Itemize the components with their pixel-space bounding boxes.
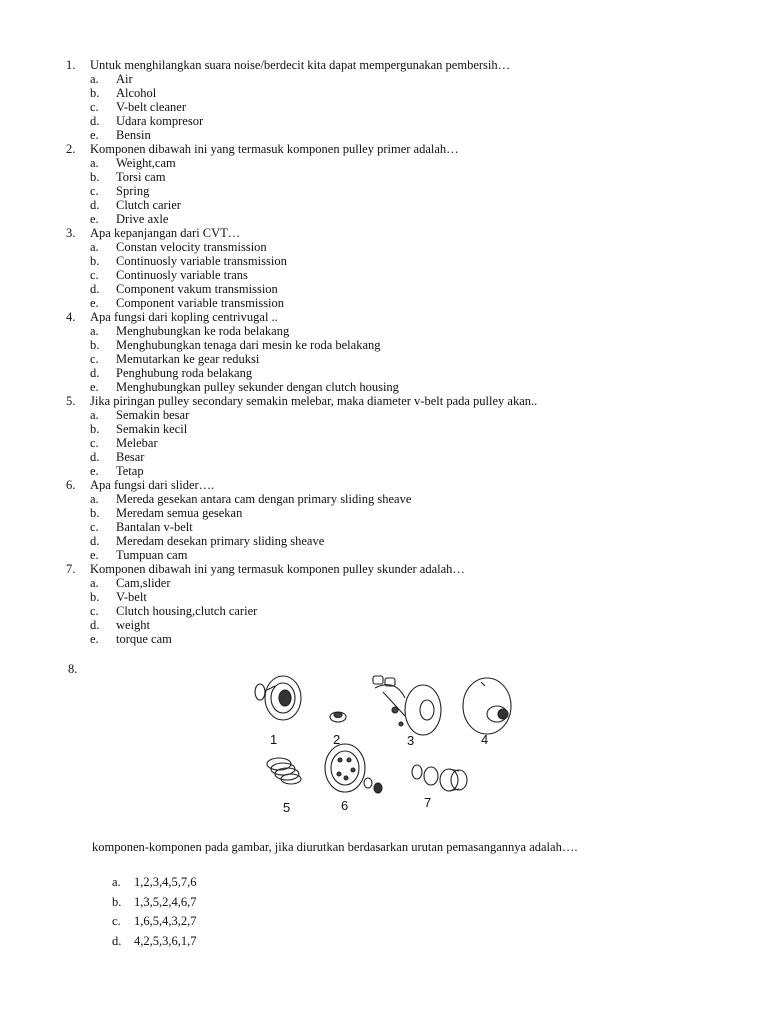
question-stem: [66, 226, 726, 240]
cvt-components-figure: [245, 668, 525, 818]
question-6: [66, 478, 726, 562]
question-8-text: komponen-komponen pada gambar, jika diurutkan berdasarkan urutan pemasangannya adalah….: [92, 840, 578, 854]
option-letter: a.: [90, 324, 99, 338]
option-item[interactable]: [66, 380, 726, 394]
option-text: Component vakum transmission: [116, 282, 278, 296]
question-number: 7.: [66, 562, 76, 576]
option-letter: a.: [90, 240, 99, 254]
option-item[interactable]: [66, 632, 726, 646]
option-letter: d.: [90, 450, 100, 464]
option-letter: e.: [90, 548, 99, 562]
option-item[interactable]: [66, 450, 726, 464]
component-1-drawing: [255, 676, 301, 720]
component-3-drawing: [373, 676, 441, 735]
option-item[interactable]: [66, 618, 726, 632]
option-text: 1,3,5,2,4,6,7: [134, 894, 197, 909]
option-item[interactable]: [66, 408, 726, 422]
option-item[interactable]: [66, 492, 726, 506]
question-1: [66, 58, 726, 142]
option-letter: c.: [90, 520, 99, 534]
option-item[interactable]: [66, 506, 726, 520]
question-8-options: [112, 873, 197, 951]
figure-label-4: 4: [481, 732, 489, 747]
option-text: Penghubung roda belakang: [116, 366, 253, 380]
question-text: Untuk menghilangkan suara noise/berdecit kita dapat mempergunakan pembersih…: [90, 58, 511, 72]
option-text: Air: [116, 72, 133, 86]
option-item[interactable]: [66, 548, 726, 562]
option-item[interactable]: [66, 520, 726, 534]
option-letter: c.: [112, 914, 121, 928]
question-number: 2.: [66, 142, 76, 156]
option-letter: c.: [90, 604, 99, 618]
question-stem: [66, 562, 726, 576]
question-stem: [66, 478, 726, 492]
option-text: Continuosly variable transmission: [116, 254, 287, 268]
option-text: Tumpuan cam: [116, 548, 188, 562]
figure-label-1: 1: [270, 732, 278, 747]
option-item[interactable]: [66, 212, 726, 226]
option-letter: a.: [90, 72, 99, 86]
question-stem: [66, 142, 726, 156]
question-list: [66, 58, 726, 646]
option-letter: d.: [90, 282, 100, 296]
option-text: Torsi cam: [116, 170, 166, 184]
option-letter: c.: [90, 184, 99, 198]
option-item[interactable]: [66, 366, 726, 380]
question-text: Jika piringan pulley secondary semakin melebar, maka diameter v-belt pada pulley akan..: [90, 394, 538, 408]
option-letter: e.: [90, 296, 99, 310]
question-2: [66, 142, 726, 226]
figure-label-7: 7: [424, 795, 432, 810]
option-letter: e.: [90, 128, 99, 142]
figure-label-3: 3: [407, 733, 415, 748]
question-4: [66, 310, 726, 394]
option-item[interactable]: [66, 352, 726, 366]
option-item[interactable]: [66, 282, 726, 296]
question-stem: [66, 394, 726, 408]
option-item[interactable]: [66, 72, 726, 86]
option-item[interactable]: [66, 324, 726, 338]
option-item[interactable]: [66, 100, 726, 114]
option-letter: b.: [90, 338, 100, 352]
option-letter: c.: [90, 100, 99, 114]
question-text: Apa fungsi dari slider….: [90, 478, 215, 492]
option-text: Component variable transmission: [116, 296, 285, 310]
figure-label-6: 6: [341, 798, 349, 813]
option-text: torque cam: [116, 632, 172, 646]
option-letter: b.: [90, 170, 100, 184]
component-4-drawing: [463, 678, 511, 734]
option-item[interactable]: [66, 170, 726, 184]
option-text: Semakin besar: [116, 408, 190, 422]
option-letter: a.: [90, 408, 99, 422]
question-text: Komponen dibawah ini yang termasuk komponen pulley skunder adalah…: [90, 562, 465, 576]
question-5: [66, 394, 726, 478]
option-text: Besar: [116, 450, 145, 464]
option-item[interactable]: [66, 114, 726, 128]
option-letter: d.: [90, 534, 100, 548]
option-item[interactable]: [66, 604, 726, 618]
option-item[interactable]: [66, 590, 726, 604]
option-text: Tetap: [116, 464, 144, 478]
option-item[interactable]: [66, 296, 726, 310]
option-text: Clutch carier: [116, 198, 181, 212]
question-text: Apa fungsi dari kopling centrivugal ..: [90, 310, 278, 324]
component-7-drawing: [412, 765, 467, 791]
option-item[interactable]: [112, 873, 197, 893]
option-item[interactable]: [66, 254, 726, 268]
option-text: Memutarkan ke gear reduksi: [116, 352, 260, 366]
option-text: 4,2,5,3,6,1,7: [134, 933, 197, 948]
option-letter: e.: [90, 380, 99, 394]
option-letter: b.: [90, 86, 100, 100]
option-item[interactable]: [66, 128, 726, 142]
question-8-number: 8.: [68, 662, 78, 676]
option-letter: e.: [90, 464, 99, 478]
option-item[interactable]: [66, 464, 726, 478]
question-text: Apa kepanjangan dari CVT…: [90, 226, 241, 240]
option-letter: e.: [90, 212, 99, 226]
question-number: 6.: [66, 478, 76, 492]
option-item[interactable]: [66, 534, 726, 548]
option-text: Mereda gesekan antara cam dengan primary sliding sheave: [116, 492, 412, 506]
question-stem: [66, 58, 726, 72]
option-letter: c.: [90, 268, 99, 282]
option-text: Menghubungkan pulley sekunder dengan clutch housing: [116, 380, 399, 394]
option-item[interactable]: [66, 338, 726, 352]
option-letter: d.: [90, 114, 100, 128]
question-3: [66, 226, 726, 310]
option-letter: e.: [90, 632, 99, 646]
question-number: 5.: [66, 394, 76, 408]
option-letter: a.: [90, 492, 99, 506]
option-text: Clutch housing,clutch carier: [116, 604, 258, 618]
option-text: Melebar: [116, 436, 158, 450]
option-letter: b.: [112, 894, 122, 909]
question-number: 3.: [66, 226, 76, 240]
option-text: Udara kompresor: [116, 114, 204, 128]
option-letter: d.: [90, 618, 100, 632]
component-5-drawing: [267, 758, 301, 784]
question-text: Komponen dibawah ini yang termasuk komponen pulley primer adalah…: [90, 142, 459, 156]
option-letter: d.: [112, 933, 122, 948]
option-item[interactable]: [66, 422, 726, 436]
option-letter: d.: [90, 198, 100, 212]
option-text: Menghubungkan ke roda belakang: [116, 324, 290, 338]
option-text: Alcohol: [116, 86, 157, 100]
option-item[interactable]: [66, 184, 726, 198]
option-letter: a.: [90, 576, 99, 590]
option-item[interactable]: [112, 932, 197, 952]
option-text: Constan velocity transmission: [116, 240, 267, 254]
figure-label-2: 2: [333, 732, 341, 747]
option-letter: a.: [112, 875, 121, 889]
option-text: V-belt: [116, 590, 147, 604]
question-number: 1.: [66, 58, 76, 72]
option-text: Semakin kecil: [116, 422, 188, 436]
option-text: weight: [116, 618, 151, 632]
option-item[interactable]: [66, 156, 726, 170]
component-2-drawing: [330, 712, 346, 722]
option-text: V-belt cleaner: [116, 100, 186, 114]
option-item[interactable]: [112, 893, 197, 913]
option-text: Bensin: [116, 128, 151, 142]
option-text: Bantalan v-belt: [116, 520, 193, 534]
option-letter: c.: [90, 436, 99, 450]
option-text: Menghubungkan tenaga dari mesin ke roda belakang: [116, 338, 381, 352]
option-text: Meredam semua gesekan: [116, 506, 243, 520]
option-letter: b.: [90, 422, 100, 436]
question-number: 4.: [66, 310, 76, 324]
option-text: Cam,slider: [116, 576, 171, 590]
option-text: Spring: [116, 184, 150, 198]
option-item[interactable]: [112, 912, 197, 932]
option-item[interactable]: [66, 436, 726, 450]
option-text: Drive axle: [116, 212, 169, 226]
option-text: Meredam desekan primary sliding sheave: [116, 534, 325, 548]
option-item[interactable]: [66, 576, 726, 590]
option-item[interactable]: [66, 240, 726, 254]
option-letter: b.: [90, 254, 100, 268]
option-text: 1,6,5,4,3,2,7: [134, 914, 197, 928]
option-text: Continuosly variable trans: [116, 268, 248, 282]
question-7: [66, 562, 726, 646]
option-letter: b.: [90, 506, 100, 520]
option-letter: a.: [90, 156, 99, 170]
option-letter: c.: [90, 352, 99, 366]
option-text: 1,2,3,4,5,7,6: [134, 875, 197, 889]
option-letter: d.: [90, 366, 100, 380]
option-item[interactable]: [66, 198, 726, 212]
option-letter: b.: [90, 590, 100, 604]
option-text: Weight,cam: [116, 156, 176, 170]
question-stem: [66, 310, 726, 324]
component-6-drawing: [325, 744, 382, 793]
option-item[interactable]: [66, 86, 726, 100]
figure-label-5: 5: [283, 800, 291, 815]
option-item[interactable]: [66, 268, 726, 282]
